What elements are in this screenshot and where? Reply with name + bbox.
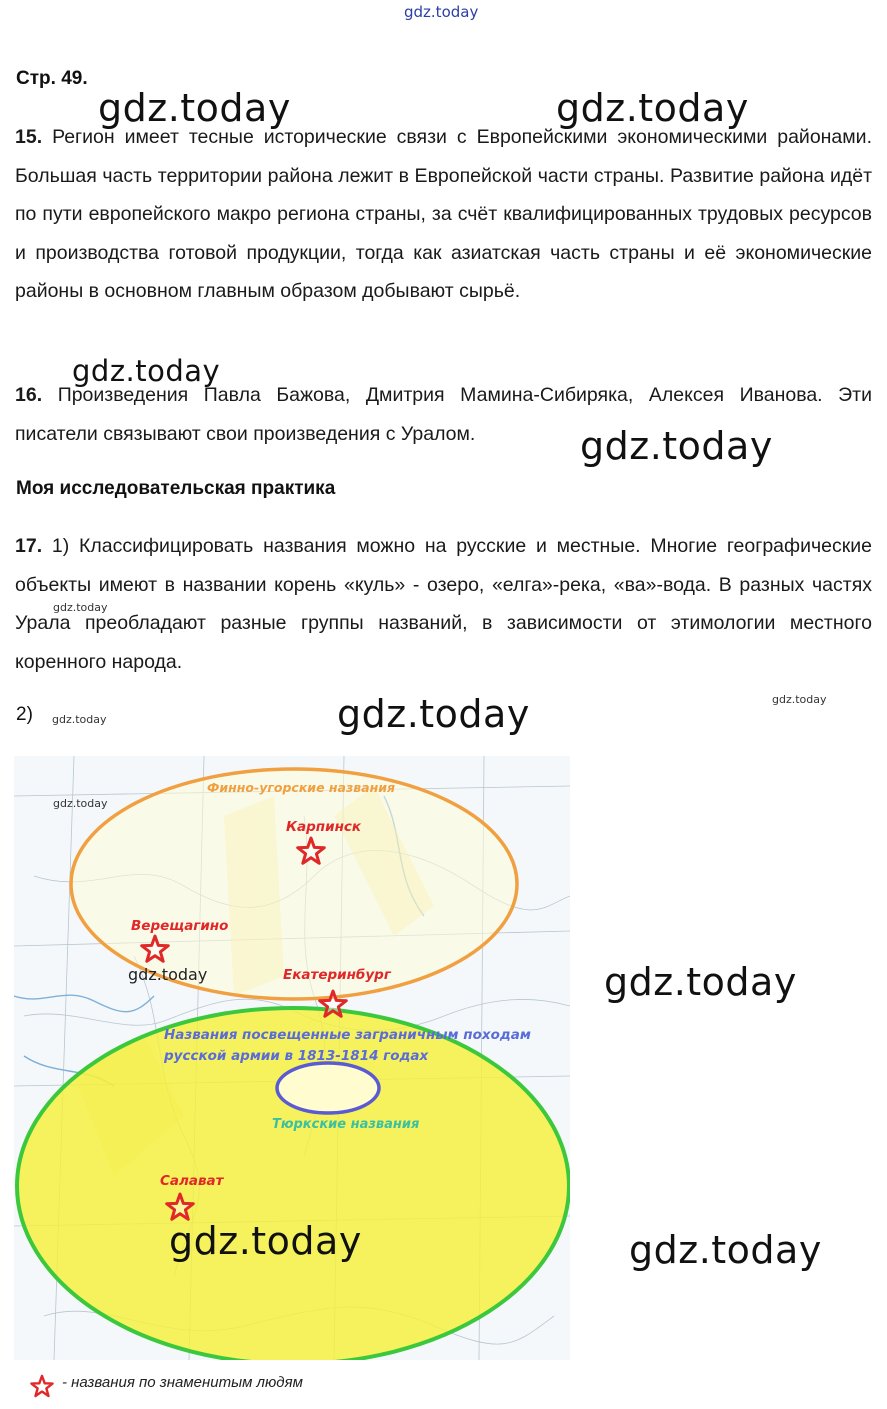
watermark: gdz.today xyxy=(98,86,291,130)
section-heading: Моя исследовательская практика xyxy=(16,478,336,499)
label-turkic: Тюркские названия xyxy=(272,1117,420,1132)
watermark: gdz.today xyxy=(604,960,797,1004)
answer-16-text: Произведения Павла Бажова, Дмитрия Мамина-Сибиряка, Алексея Иванова. Эти писатели связывают свои произведения с Уралом. xyxy=(15,384,873,445)
answer-17-text: 1) Классифицировать названия можно на русские и местные. Многие географические объекты имеют в названии корень «куль» - озеро, «елга»-река, «ва»-вода. В разных частях Урала преобладают разные группы названий, в зависимости от этимологии местного коренного народа. xyxy=(15,535,872,673)
answer-15-number: 15. xyxy=(15,126,43,148)
ural-toponym-map xyxy=(14,756,570,1360)
label-finno-ugric: Финно-угорские названия xyxy=(207,780,396,795)
region-turkic xyxy=(277,1063,379,1113)
watermark: gdz.today xyxy=(72,354,221,388)
watermark: gdz.today xyxy=(556,86,749,130)
label-foreign-campaigns-1: Названия посвещенные заграничным походам xyxy=(164,1027,531,1043)
watermark: gdz.today xyxy=(53,797,108,810)
answer-17-part2: 2) xyxy=(16,704,33,725)
city-label-salavat: Салават xyxy=(160,1173,224,1189)
watermark: gdz.today xyxy=(629,1228,822,1272)
watermark: gdz.today xyxy=(772,693,827,706)
city-label-karpinsk: Карпинск xyxy=(286,819,362,835)
answer-15 xyxy=(15,118,872,311)
watermark: gdz.today xyxy=(169,1219,362,1263)
watermark: gdz.today xyxy=(52,713,107,726)
answer-17-number: 17. xyxy=(15,535,43,557)
answer-17 xyxy=(15,527,872,681)
city-label-vereshchagino: Верещагино xyxy=(131,918,229,934)
watermark: gdz.today xyxy=(580,424,773,468)
city-label-ekaterinburg: Екатеринбург xyxy=(283,967,391,983)
watermark: gdz.today xyxy=(128,965,208,984)
watermark-top: gdz.today xyxy=(404,3,479,21)
legend-text: - названия по знаменитым людям xyxy=(62,1374,303,1391)
legend-star-icon xyxy=(28,1374,56,1400)
watermark: gdz.today xyxy=(53,601,108,614)
answer-15-text: Регион имеет тесные исторические связи с Европейскими экономическими районами. Большая часть территории района лежит в Европейской части страны. Развитие района идёт по пути европейского макро региона страны, за счёт квалифицированных трудовых ресурсов и производства готовой продукции, тогда как азиатская часть страны и её экономические районы в основном главным образом добывают сырьё. xyxy=(15,126,872,302)
watermark: gdz.today xyxy=(337,692,530,736)
answer-16-number: 16. xyxy=(15,384,43,406)
page-label: Стр. 49. xyxy=(16,68,88,89)
label-foreign-campaigns-2: русской армии в 1813-1814 годах xyxy=(164,1048,429,1064)
